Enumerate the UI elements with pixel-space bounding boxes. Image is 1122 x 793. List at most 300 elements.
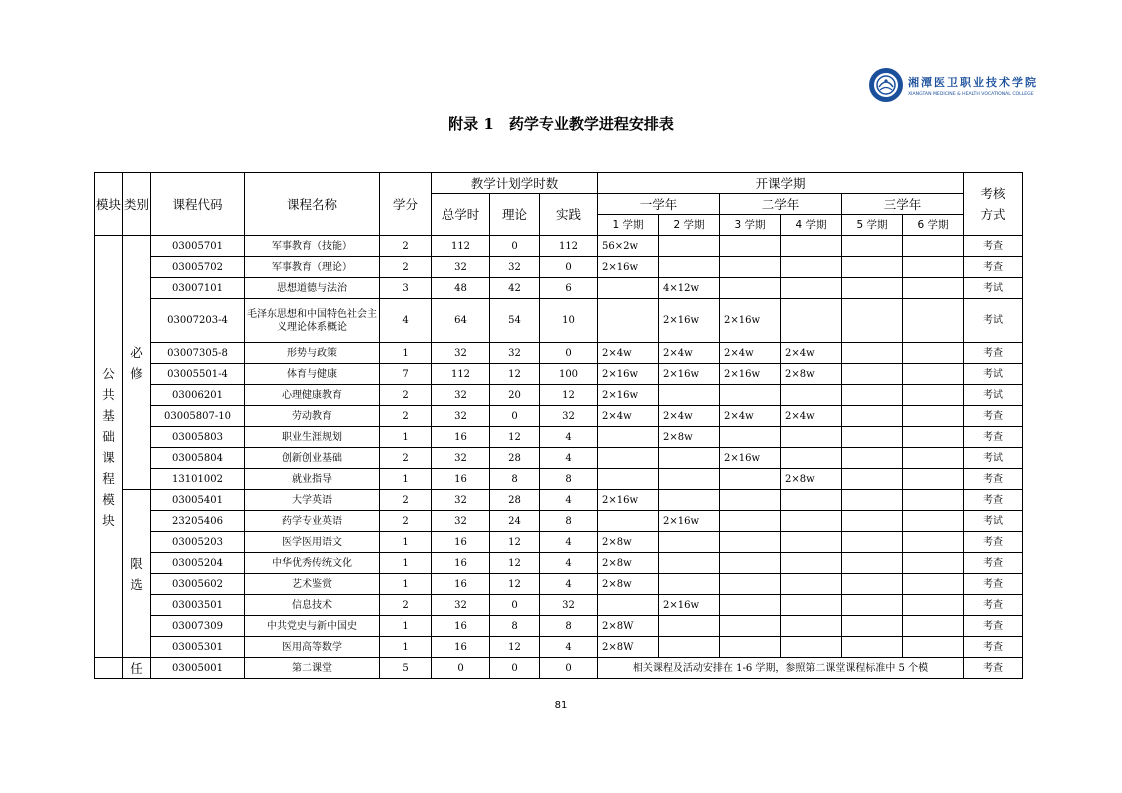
- course-theory-hours: 0: [490, 236, 540, 257]
- course-total-hours: 32: [432, 490, 490, 511]
- course-name: 思想道德与法治: [245, 278, 380, 299]
- course-total-hours: 16: [432, 637, 490, 658]
- header-semester-group: 开课学期: [598, 173, 964, 194]
- semester-5-hours: [842, 532, 903, 553]
- semester-3-hours: 2×4w: [720, 406, 781, 427]
- course-total-hours: 16: [432, 616, 490, 637]
- course-exam: 考查: [964, 343, 1023, 364]
- semester-4-hours: [781, 532, 842, 553]
- semester-1-hours: 2×16w: [598, 257, 659, 278]
- course-total-hours: 32: [432, 511, 490, 532]
- course-exam: 考查: [964, 637, 1023, 658]
- semester-5-hours: [842, 299, 903, 343]
- course-total-hours: 32: [432, 385, 490, 406]
- course-credit: 2: [380, 236, 432, 257]
- header-year1: 一学年: [598, 194, 720, 215]
- semester-3-hours: [720, 595, 781, 616]
- course-exam: 考查: [964, 553, 1023, 574]
- semester-4-hours: [781, 637, 842, 658]
- semester-3-hours: [720, 574, 781, 595]
- course-credit: 2: [380, 448, 432, 469]
- course-theory-hours: 32: [490, 257, 540, 278]
- table-row: [95, 553, 1023, 574]
- semester-6-hours: [903, 299, 964, 343]
- course-code: 03005401: [151, 490, 245, 511]
- semester-5-hours: [842, 257, 903, 278]
- semester-6-hours: [903, 257, 964, 278]
- semester-1-hours: [598, 469, 659, 490]
- semester-4-hours: [781, 616, 842, 637]
- course-total-hours: 32: [432, 595, 490, 616]
- course-code: 03006201: [151, 385, 245, 406]
- course-theory-hours: 12: [490, 574, 540, 595]
- header-practice: 实践: [540, 194, 598, 236]
- semester-1-hours: 2×16w: [598, 364, 659, 385]
- table-row: [95, 385, 1023, 406]
- course-code: 03005803: [151, 427, 245, 448]
- course-code: 03005203: [151, 532, 245, 553]
- table-row: [95, 637, 1023, 658]
- semester-3-hours: [720, 469, 781, 490]
- course-code: 03007309: [151, 616, 245, 637]
- course-exam: 考查: [964, 427, 1023, 448]
- course-practice-hours: 0: [540, 343, 598, 364]
- semester-2-hours: 2×16w: [659, 299, 720, 343]
- header-exam: [964, 173, 1023, 236]
- semester-2-hours: [659, 616, 720, 637]
- course-practice-hours: 32: [540, 406, 598, 427]
- course-name: 中共党史与新中国史: [245, 616, 380, 637]
- table-row: [95, 658, 1023, 679]
- course-total-hours: 32: [432, 406, 490, 427]
- course-exam: 考查: [964, 469, 1023, 490]
- course-exam: 考查: [964, 236, 1023, 257]
- semester-4-hours: [781, 385, 842, 406]
- header-module-text: 模块: [95, 196, 121, 212]
- course-credit: 1: [380, 469, 432, 490]
- course-theory-hours: 28: [490, 448, 540, 469]
- semester-6-hours: [903, 616, 964, 637]
- table-row: [95, 278, 1023, 299]
- course-name: 大学英语: [245, 490, 380, 511]
- semester-6-hours: [903, 490, 964, 511]
- course-credit: 3: [380, 278, 432, 299]
- course-credit: 2: [380, 406, 432, 427]
- header-hours-group: 教学计划学时数: [432, 173, 598, 194]
- course-exam: 考查: [964, 595, 1023, 616]
- course-theory-hours: 20: [490, 385, 540, 406]
- table-row: [95, 236, 1023, 257]
- course-theory-hours: 8: [490, 616, 540, 637]
- course-theory-hours: 0: [490, 658, 540, 679]
- course-exam: 考试: [964, 364, 1023, 385]
- page-title: 附录 1 药学专业教学进程安排表: [448, 115, 674, 133]
- course-practice-hours: 112: [540, 236, 598, 257]
- course-credit: 1: [380, 532, 432, 553]
- semester-1-hours: [598, 427, 659, 448]
- table-row: [95, 469, 1023, 490]
- course-credit: 2: [380, 595, 432, 616]
- semester-5-hours: [842, 469, 903, 490]
- course-theory-hours: 0: [490, 595, 540, 616]
- course-practice-hours: 32: [540, 595, 598, 616]
- semester-3-hours: [720, 236, 781, 257]
- course-name: 毛泽东思想和中国特色社会主义理论体系概论: [245, 299, 380, 343]
- semester-note: 相关课程及活动安排在 1-6 学期，参照第二课堂课程标准中 5 个模: [598, 658, 964, 679]
- course-total-hours: 48: [432, 278, 490, 299]
- course-code: 03005701: [151, 236, 245, 257]
- course-practice-hours: 4: [540, 448, 598, 469]
- college-name-en: XIANGTAN MEDICINE & HEALTH VOCATIONAL COLLEGE: [908, 91, 1034, 97]
- semester-4-hours: [781, 236, 842, 257]
- header-name: 课程名称: [245, 173, 380, 236]
- semester-6-hours: [903, 364, 964, 385]
- semester-4-hours: 2×4w: [781, 406, 842, 427]
- course-name: 形势与政策: [245, 343, 380, 364]
- semester-6-hours: [903, 343, 964, 364]
- course-credit: 2: [380, 490, 432, 511]
- course-name: 劳动教育: [245, 406, 380, 427]
- semester-2-hours: 2×4w: [659, 406, 720, 427]
- header-sem-4: 4 学期: [781, 215, 842, 236]
- semester-2-hours: [659, 490, 720, 511]
- semester-1-hours: 2×8w: [598, 532, 659, 553]
- semester-5-hours: [842, 236, 903, 257]
- semester-3-hours: [720, 637, 781, 658]
- header-credits: 学分: [380, 173, 432, 236]
- semester-4-hours: [781, 595, 842, 616]
- course-total-hours: 16: [432, 469, 490, 490]
- semester-1-hours: 2×4w: [598, 406, 659, 427]
- course-practice-hours: 6: [540, 278, 598, 299]
- college-logo: [868, 66, 1038, 104]
- semester-2-hours: 2×4w: [659, 343, 720, 364]
- semester-4-hours: 2×8w: [781, 469, 842, 490]
- course-exam: 考查: [964, 658, 1023, 679]
- category-elective-cell: [123, 490, 151, 658]
- table-row: [95, 595, 1023, 616]
- course-practice-hours: 4: [540, 490, 598, 511]
- course-total-hours: 64: [432, 299, 490, 343]
- semester-1-hours: [598, 595, 659, 616]
- course-credit: 1: [380, 574, 432, 595]
- course-exam: 考试: [964, 299, 1023, 343]
- course-total-hours: 32: [432, 343, 490, 364]
- header-exam-text: 考核方式: [980, 186, 1006, 222]
- semester-3-hours: [720, 385, 781, 406]
- table-row: [95, 364, 1023, 385]
- course-practice-hours: 8: [540, 616, 598, 637]
- course-practice-hours: 100: [540, 364, 598, 385]
- course-practice-hours: 8: [540, 511, 598, 532]
- semester-6-hours: [903, 511, 964, 532]
- course-theory-hours: 54: [490, 299, 540, 343]
- course-credit: 2: [380, 511, 432, 532]
- semester-3-hours: [720, 511, 781, 532]
- module-cell-end: [95, 658, 123, 679]
- course-theory-hours: 8: [490, 469, 540, 490]
- course-code: 03005501-4: [151, 364, 245, 385]
- course-credit: 1: [380, 427, 432, 448]
- course-total-hours: 112: [432, 236, 490, 257]
- semester-2-hours: 2×16w: [659, 511, 720, 532]
- semester-1-hours: 2×8w: [598, 574, 659, 595]
- course-name: 医用高等数学: [245, 637, 380, 658]
- semester-3-hours: [720, 490, 781, 511]
- category-required-cell-text: 必修: [130, 344, 143, 381]
- semester-4-hours: 2×8w: [781, 364, 842, 385]
- curriculum-table: [94, 172, 1023, 679]
- semester-1-hours: 56×2w: [598, 236, 659, 257]
- semester-2-hours: [659, 553, 720, 574]
- course-name: 医学医用语文: [245, 532, 380, 553]
- semester-6-hours: [903, 236, 964, 257]
- course-credit: 1: [380, 553, 432, 574]
- course-code: 03007305-8: [151, 343, 245, 364]
- course-practice-hours: 4: [540, 553, 598, 574]
- table-row: [95, 406, 1023, 427]
- header-theory: 理论: [490, 194, 540, 236]
- course-theory-hours: 12: [490, 427, 540, 448]
- semester-3-hours: [720, 532, 781, 553]
- semester-5-hours: [842, 490, 903, 511]
- course-exam: 考试: [964, 278, 1023, 299]
- course-theory-hours: 12: [490, 532, 540, 553]
- module-cell: [95, 236, 123, 658]
- table-row: [95, 490, 1023, 511]
- semester-1-hours: 2×16w: [598, 385, 659, 406]
- semester-3-hours: 2×16w: [720, 299, 781, 343]
- semester-4-hours: [781, 448, 842, 469]
- course-exam: 考试: [964, 511, 1023, 532]
- category-elective-cell-text: 限选: [130, 555, 143, 592]
- course-theory-hours: 32: [490, 343, 540, 364]
- table-row: [95, 343, 1023, 364]
- course-total-hours: 16: [432, 532, 490, 553]
- course-credit: 1: [380, 343, 432, 364]
- semester-2-hours: [659, 448, 720, 469]
- semester-6-hours: [903, 637, 964, 658]
- course-credit: 7: [380, 364, 432, 385]
- course-name: 职业生涯规划: [245, 427, 380, 448]
- course-total-hours: 16: [432, 574, 490, 595]
- semester-3-hours: 2×16w: [720, 364, 781, 385]
- course-name: 艺术鉴赏: [245, 574, 380, 595]
- course-code: 03003501: [151, 595, 245, 616]
- semester-1-hours: [598, 278, 659, 299]
- semester-5-hours: [842, 574, 903, 595]
- semester-2-hours: [659, 385, 720, 406]
- course-practice-hours: 4: [540, 574, 598, 595]
- semester-5-hours: [842, 616, 903, 637]
- semester-2-hours: [659, 236, 720, 257]
- course-credit: 2: [380, 257, 432, 278]
- course-code: 03005204: [151, 553, 245, 574]
- header-module: [95, 173, 123, 236]
- course-code: 23205406: [151, 511, 245, 532]
- semester-3-hours: 2×4w: [720, 343, 781, 364]
- table-row: [95, 574, 1023, 595]
- semester-5-hours: [842, 511, 903, 532]
- category-required-cell: [123, 236, 151, 490]
- course-practice-hours: 4: [540, 532, 598, 553]
- course-exam: 考查: [964, 406, 1023, 427]
- semester-6-hours: [903, 385, 964, 406]
- course-exam: 考试: [964, 448, 1023, 469]
- semester-3-hours: [720, 553, 781, 574]
- semester-5-hours: [842, 406, 903, 427]
- semester-6-hours: [903, 595, 964, 616]
- course-theory-hours: 28: [490, 490, 540, 511]
- course-name: 军事教育（技能）: [245, 236, 380, 257]
- course-practice-hours: 8: [540, 469, 598, 490]
- table-row: [95, 532, 1023, 553]
- course-practice-hours: 0: [540, 658, 598, 679]
- semester-3-hours: [720, 278, 781, 299]
- semester-5-hours: [842, 278, 903, 299]
- module-cell-text: 公共基础课程模块: [102, 365, 115, 528]
- course-exam: 考查: [964, 574, 1023, 595]
- course-code: 03005301: [151, 637, 245, 658]
- semester-6-hours: [903, 469, 964, 490]
- course-total-hours: 16: [432, 427, 490, 448]
- semester-2-hours: [659, 574, 720, 595]
- header-sem-5: 5 学期: [842, 215, 903, 236]
- semester-1-hours: 2×8w: [598, 553, 659, 574]
- course-name: 就业指导: [245, 469, 380, 490]
- semester-4-hours: [781, 490, 842, 511]
- header-category: [123, 173, 151, 236]
- course-credit: 4: [380, 299, 432, 343]
- course-code: 03005807-10: [151, 406, 245, 427]
- course-code: 13101002: [151, 469, 245, 490]
- semester-1-hours: 2×8W: [598, 637, 659, 658]
- semester-5-hours: [842, 595, 903, 616]
- semester-2-hours: 2×16w: [659, 595, 720, 616]
- course-name: 体育与健康: [245, 364, 380, 385]
- course-theory-hours: 12: [490, 637, 540, 658]
- table-row: [95, 427, 1023, 448]
- semester-4-hours: [781, 553, 842, 574]
- course-code: 03005001: [151, 658, 245, 679]
- course-theory-hours: 42: [490, 278, 540, 299]
- semester-6-hours: [903, 553, 964, 574]
- course-name: 信息技术: [245, 595, 380, 616]
- course-exam: 考试: [964, 385, 1023, 406]
- header-sem-1: 1 学期: [598, 215, 659, 236]
- header-sem-2: 2 学期: [659, 215, 720, 236]
- course-total-hours: 32: [432, 257, 490, 278]
- semester-3-hours: [720, 427, 781, 448]
- semester-1-hours: 2×4w: [598, 343, 659, 364]
- semester-6-hours: [903, 278, 964, 299]
- course-total-hours: 32: [432, 448, 490, 469]
- college-name-cn: 湘潭医卫职业技术学院: [908, 75, 1038, 89]
- semester-6-hours: [903, 574, 964, 595]
- semester-5-hours: [842, 343, 903, 364]
- course-name: 心理健康教育: [245, 385, 380, 406]
- course-total-hours: 16: [432, 553, 490, 574]
- semester-3-hours: [720, 616, 781, 637]
- semester-6-hours: [903, 427, 964, 448]
- course-name: 药学专业英语: [245, 511, 380, 532]
- course-code: 03005602: [151, 574, 245, 595]
- semester-2-hours: 2×16w: [659, 364, 720, 385]
- semester-6-hours: [903, 406, 964, 427]
- course-name: 中华优秀传统文化: [245, 553, 380, 574]
- course-practice-hours: 12: [540, 385, 598, 406]
- semester-2-hours: [659, 469, 720, 490]
- header-sem-6: 6 学期: [903, 215, 964, 236]
- table-row: [95, 511, 1023, 532]
- semester-1-hours: 2×16w: [598, 490, 659, 511]
- course-code: 03005702: [151, 257, 245, 278]
- semester-6-hours: [903, 532, 964, 553]
- course-practice-hours: 4: [540, 637, 598, 658]
- course-name: 创新创业基础: [245, 448, 380, 469]
- semester-4-hours: [781, 257, 842, 278]
- course-practice-hours: 10: [540, 299, 598, 343]
- course-code: 03007203-4: [151, 299, 245, 343]
- header-sem-3: 3 学期: [720, 215, 781, 236]
- semester-6-hours: [903, 448, 964, 469]
- category-optional-cell: 任: [123, 658, 151, 679]
- course-credit: 5: [380, 658, 432, 679]
- semester-2-hours: [659, 532, 720, 553]
- course-credit: 1: [380, 637, 432, 658]
- course-exam: 考查: [964, 616, 1023, 637]
- semester-2-hours: 2×8w: [659, 427, 720, 448]
- semester-5-hours: [842, 637, 903, 658]
- course-practice-hours: 4: [540, 427, 598, 448]
- table-row: [95, 448, 1023, 469]
- course-name: 第二课堂: [245, 658, 380, 679]
- course-theory-hours: 12: [490, 364, 540, 385]
- college-seal-icon: [868, 67, 904, 103]
- semester-4-hours: [781, 511, 842, 532]
- semester-4-hours: [781, 299, 842, 343]
- table-row: [95, 299, 1023, 343]
- semester-1-hours: 2×8W: [598, 616, 659, 637]
- semester-1-hours: [598, 299, 659, 343]
- semester-5-hours: [842, 385, 903, 406]
- header-year2: 二学年: [720, 194, 842, 215]
- semester-4-hours: [781, 574, 842, 595]
- course-exam: 考查: [964, 532, 1023, 553]
- header-total-hours: 总学时: [432, 194, 490, 236]
- course-code: 03005804: [151, 448, 245, 469]
- course-theory-hours: 12: [490, 553, 540, 574]
- semester-5-hours: [842, 553, 903, 574]
- course-theory-hours: 24: [490, 511, 540, 532]
- table-row: [95, 616, 1023, 637]
- course-total-hours: 112: [432, 364, 490, 385]
- course-exam: 考查: [964, 257, 1023, 278]
- semester-3-hours: 2×16w: [720, 448, 781, 469]
- semester-5-hours: [842, 364, 903, 385]
- course-total-hours: 0: [432, 658, 490, 679]
- semester-3-hours: [720, 257, 781, 278]
- semester-1-hours: [598, 511, 659, 532]
- course-practice-hours: 0: [540, 257, 598, 278]
- header-year3: 三学年: [842, 194, 964, 215]
- semester-2-hours: 4×12w: [659, 278, 720, 299]
- page-number: 81: [554, 700, 568, 711]
- semester-4-hours: [781, 278, 842, 299]
- semester-2-hours: [659, 257, 720, 278]
- course-code: 03007101: [151, 278, 245, 299]
- table-row: [95, 257, 1023, 278]
